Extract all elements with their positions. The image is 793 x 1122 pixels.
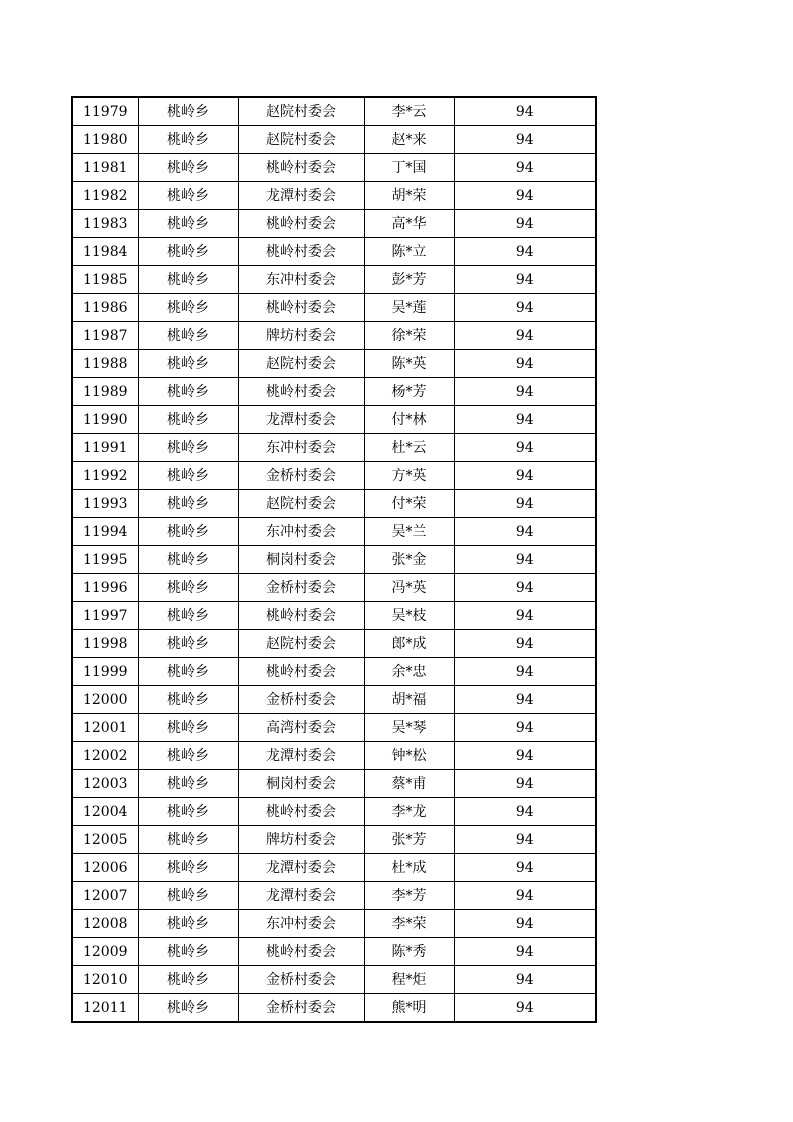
cell-village-committee: 赵院村委会 [238, 630, 364, 658]
cell-score: 94 [454, 434, 596, 462]
cell-township: 桃岭乡 [138, 882, 238, 910]
table-row [72, 882, 596, 910]
cell-score: 94 [454, 406, 596, 434]
table-row [72, 602, 596, 630]
cell-village-committee: 桃岭村委会 [238, 798, 364, 826]
cell-score: 94 [454, 378, 596, 406]
cell-township: 桃岭乡 [138, 182, 238, 210]
cell-person-name: 方*英 [364, 462, 454, 490]
cell-person-name: 李*云 [364, 97, 454, 126]
cell-village-committee: 龙潭村委会 [238, 742, 364, 770]
cell-township: 桃岭乡 [138, 406, 238, 434]
cell-village-committee: 龙潭村委会 [238, 882, 364, 910]
cell-serial-number: 11996 [72, 574, 138, 602]
cell-serial-number: 11991 [72, 434, 138, 462]
cell-person-name: 李*荣 [364, 910, 454, 938]
table-row [72, 238, 596, 266]
table-row [72, 210, 596, 238]
cell-village-committee: 东冲村委会 [238, 518, 364, 546]
cell-township: 桃岭乡 [138, 154, 238, 182]
cell-score: 94 [454, 350, 596, 378]
table-row [72, 910, 596, 938]
cell-serial-number: 11999 [72, 658, 138, 686]
cell-score: 94 [454, 490, 596, 518]
table-row [72, 854, 596, 882]
cell-person-name: 程*炬 [364, 966, 454, 994]
cell-village-committee: 东冲村委会 [238, 266, 364, 294]
cell-serial-number: 11988 [72, 350, 138, 378]
cell-person-name: 付*林 [364, 406, 454, 434]
cell-score: 94 [454, 97, 596, 126]
cell-serial-number: 12002 [72, 742, 138, 770]
cell-score: 94 [454, 126, 596, 154]
cell-serial-number: 11985 [72, 266, 138, 294]
cell-person-name: 张*金 [364, 546, 454, 574]
table-row [72, 938, 596, 966]
cell-score: 94 [454, 826, 596, 854]
cell-township: 桃岭乡 [138, 630, 238, 658]
cell-serial-number: 11989 [72, 378, 138, 406]
table-row [72, 826, 596, 854]
cell-township: 桃岭乡 [138, 126, 238, 154]
cell-score: 94 [454, 714, 596, 742]
cell-score: 94 [454, 574, 596, 602]
cell-person-name: 吴*枝 [364, 602, 454, 630]
table-row [72, 574, 596, 602]
cell-serial-number: 11986 [72, 294, 138, 322]
table-row [72, 350, 596, 378]
cell-person-name: 吴*兰 [364, 518, 454, 546]
cell-score: 94 [454, 630, 596, 658]
cell-serial-number: 11984 [72, 238, 138, 266]
cell-township: 桃岭乡 [138, 574, 238, 602]
cell-township: 桃岭乡 [138, 826, 238, 854]
cell-serial-number: 11987 [72, 322, 138, 350]
table-row [72, 406, 596, 434]
cell-person-name: 陈*立 [364, 238, 454, 266]
cell-serial-number: 11998 [72, 630, 138, 658]
cell-township: 桃岭乡 [138, 238, 238, 266]
cell-township: 桃岭乡 [138, 770, 238, 798]
cell-score: 94 [454, 210, 596, 238]
cell-village-committee: 赵院村委会 [238, 490, 364, 518]
cell-village-committee: 桃岭村委会 [238, 658, 364, 686]
cell-township: 桃岭乡 [138, 910, 238, 938]
cell-score: 94 [454, 518, 596, 546]
table-row [72, 994, 596, 1023]
cell-person-name: 余*忠 [364, 658, 454, 686]
cell-serial-number: 12009 [72, 938, 138, 966]
cell-village-committee: 桃岭村委会 [238, 238, 364, 266]
cell-score: 94 [454, 742, 596, 770]
cell-person-name: 胡*福 [364, 686, 454, 714]
cell-score: 94 [454, 182, 596, 210]
cell-serial-number: 11994 [72, 518, 138, 546]
cell-village-committee: 金桥村委会 [238, 966, 364, 994]
cell-score: 94 [454, 294, 596, 322]
cell-serial-number: 12007 [72, 882, 138, 910]
cell-village-committee: 桃岭村委会 [238, 378, 364, 406]
cell-person-name: 杜*成 [364, 854, 454, 882]
table-row [72, 630, 596, 658]
cell-village-committee: 龙潭村委会 [238, 854, 364, 882]
cell-township: 桃岭乡 [138, 602, 238, 630]
cell-serial-number: 12010 [72, 966, 138, 994]
cell-person-name: 吴*莲 [364, 294, 454, 322]
table-row [72, 266, 596, 294]
cell-village-committee: 高湾村委会 [238, 714, 364, 742]
cell-score: 94 [454, 770, 596, 798]
cell-person-name: 李*芳 [364, 882, 454, 910]
cell-person-name: 杜*云 [364, 434, 454, 462]
cell-score: 94 [454, 546, 596, 574]
table-row [72, 378, 596, 406]
cell-person-name: 钟*松 [364, 742, 454, 770]
cell-township: 桃岭乡 [138, 938, 238, 966]
cell-person-name: 蔡*甫 [364, 770, 454, 798]
cell-village-committee: 金桥村委会 [238, 686, 364, 714]
table-row [72, 97, 596, 126]
cell-score: 94 [454, 462, 596, 490]
cell-score: 94 [454, 882, 596, 910]
cell-township: 桃岭乡 [138, 994, 238, 1023]
cell-person-name: 徐*荣 [364, 322, 454, 350]
cell-village-committee: 桃岭村委会 [238, 210, 364, 238]
cell-score: 94 [454, 658, 596, 686]
cell-township: 桃岭乡 [138, 546, 238, 574]
cell-village-committee: 赵院村委会 [238, 126, 364, 154]
cell-score: 94 [454, 910, 596, 938]
cell-person-name: 丁*国 [364, 154, 454, 182]
cell-township: 桃岭乡 [138, 854, 238, 882]
table-row [72, 714, 596, 742]
table-row [72, 462, 596, 490]
table-row [72, 798, 596, 826]
cell-person-name: 陈*英 [364, 350, 454, 378]
cell-village-committee: 金桥村委会 [238, 574, 364, 602]
cell-score: 94 [454, 994, 596, 1023]
cell-score: 94 [454, 602, 596, 630]
cell-township: 桃岭乡 [138, 518, 238, 546]
cell-township: 桃岭乡 [138, 966, 238, 994]
cell-person-name: 郎*成 [364, 630, 454, 658]
cell-township: 桃岭乡 [138, 322, 238, 350]
cell-serial-number: 11990 [72, 406, 138, 434]
cell-village-committee: 桃岭村委会 [238, 602, 364, 630]
table-row [72, 966, 596, 994]
cell-township: 桃岭乡 [138, 210, 238, 238]
cell-village-committee: 金桥村委会 [238, 462, 364, 490]
cell-township: 桃岭乡 [138, 350, 238, 378]
document-page [71, 96, 597, 1023]
cell-township: 桃岭乡 [138, 97, 238, 126]
cell-person-name: 胡*荣 [364, 182, 454, 210]
cell-township: 桃岭乡 [138, 714, 238, 742]
records-table [71, 96, 597, 1023]
cell-person-name: 张*芳 [364, 826, 454, 854]
table-row [72, 546, 596, 574]
cell-person-name: 冯*英 [364, 574, 454, 602]
table-row [72, 182, 596, 210]
cell-serial-number: 11982 [72, 182, 138, 210]
cell-score: 94 [454, 966, 596, 994]
cell-person-name: 李*龙 [364, 798, 454, 826]
cell-serial-number: 11980 [72, 126, 138, 154]
cell-village-committee: 金桥村委会 [238, 994, 364, 1023]
cell-score: 94 [454, 238, 596, 266]
cell-village-committee: 牌坊村委会 [238, 322, 364, 350]
cell-township: 桃岭乡 [138, 434, 238, 462]
cell-score: 94 [454, 854, 596, 882]
table-row [72, 154, 596, 182]
cell-person-name: 赵*来 [364, 126, 454, 154]
cell-person-name: 陈*秀 [364, 938, 454, 966]
table-row [72, 518, 596, 546]
cell-serial-number: 12003 [72, 770, 138, 798]
cell-serial-number: 12006 [72, 854, 138, 882]
cell-person-name: 杨*芳 [364, 378, 454, 406]
cell-serial-number: 11997 [72, 602, 138, 630]
cell-township: 桃岭乡 [138, 658, 238, 686]
cell-village-committee: 赵院村委会 [238, 97, 364, 126]
cell-serial-number: 12008 [72, 910, 138, 938]
cell-serial-number: 11983 [72, 210, 138, 238]
cell-township: 桃岭乡 [138, 378, 238, 406]
cell-serial-number: 12001 [72, 714, 138, 742]
cell-person-name: 付*荣 [364, 490, 454, 518]
cell-township: 桃岭乡 [138, 490, 238, 518]
cell-score: 94 [454, 266, 596, 294]
cell-serial-number: 11995 [72, 546, 138, 574]
cell-serial-number: 12000 [72, 686, 138, 714]
cell-score: 94 [454, 154, 596, 182]
cell-person-name: 吴*琴 [364, 714, 454, 742]
table-row [72, 294, 596, 322]
cell-score: 94 [454, 938, 596, 966]
table-row [72, 126, 596, 154]
table-row [72, 686, 596, 714]
cell-village-committee: 桐岗村委会 [238, 546, 364, 574]
table-row [72, 658, 596, 686]
cell-person-name: 高*华 [364, 210, 454, 238]
table-row [72, 434, 596, 462]
cell-score: 94 [454, 798, 596, 826]
cell-serial-number: 12005 [72, 826, 138, 854]
cell-serial-number: 11981 [72, 154, 138, 182]
table-row [72, 770, 596, 798]
cell-township: 桃岭乡 [138, 798, 238, 826]
cell-serial-number: 11992 [72, 462, 138, 490]
cell-village-committee: 桃岭村委会 [238, 294, 364, 322]
cell-township: 桃岭乡 [138, 266, 238, 294]
table-row [72, 742, 596, 770]
records-table-body [72, 97, 596, 1022]
cell-serial-number: 11979 [72, 97, 138, 126]
cell-village-committee: 赵院村委会 [238, 350, 364, 378]
cell-village-committee: 龙潭村委会 [238, 182, 364, 210]
cell-village-committee: 桃岭村委会 [238, 938, 364, 966]
table-row [72, 322, 596, 350]
cell-village-committee: 牌坊村委会 [238, 826, 364, 854]
cell-score: 94 [454, 686, 596, 714]
cell-person-name: 彭*芳 [364, 266, 454, 294]
cell-serial-number: 11993 [72, 490, 138, 518]
cell-village-committee: 桃岭村委会 [238, 154, 364, 182]
table-row [72, 490, 596, 518]
cell-township: 桃岭乡 [138, 294, 238, 322]
cell-village-committee: 桐岗村委会 [238, 770, 364, 798]
cell-serial-number: 12004 [72, 798, 138, 826]
cell-village-committee: 龙潭村委会 [238, 406, 364, 434]
cell-township: 桃岭乡 [138, 686, 238, 714]
cell-village-committee: 东冲村委会 [238, 434, 364, 462]
cell-township: 桃岭乡 [138, 742, 238, 770]
cell-person-name: 熊*明 [364, 994, 454, 1023]
cell-township: 桃岭乡 [138, 462, 238, 490]
cell-serial-number: 12011 [72, 994, 138, 1023]
cell-score: 94 [454, 322, 596, 350]
cell-village-committee: 东冲村委会 [238, 910, 364, 938]
